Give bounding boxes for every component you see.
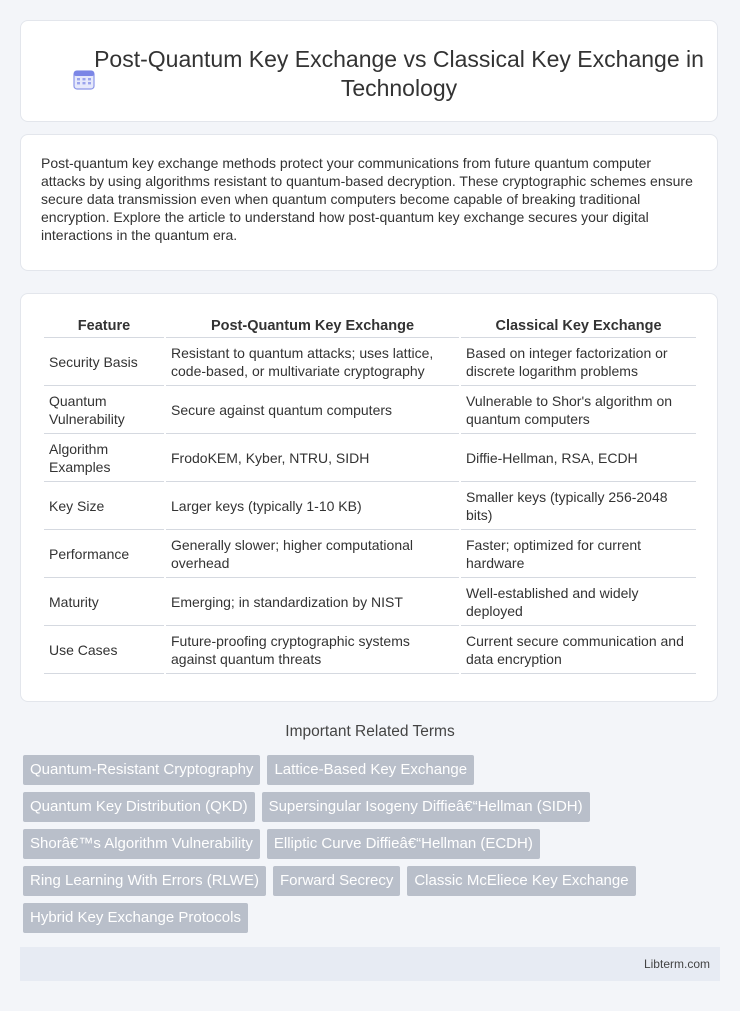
table-cell: Diffie-Hellman, RSA, ECDH — [461, 434, 696, 482]
table-cell: Future-proofing cryptographic systems against quantum threats — [166, 626, 459, 674]
related-term-tag[interactable]: Ring Learning With Errors (RLWE) — [23, 866, 266, 896]
related-term-tag[interactable]: Quantum-Resistant Cryptography — [23, 755, 260, 785]
column-header-feature: Feature — [44, 313, 164, 338]
column-header-post-quantum: Post-Quantum Key Exchange — [166, 313, 459, 338]
comparison-table — [42, 313, 698, 674]
table-cell: Algorithm Examples — [44, 434, 164, 482]
table-cell: Security Basis — [44, 338, 164, 386]
footer-site-link[interactable]: Libterm.com — [643, 957, 710, 971]
table-cell: Resistant to quantum attacks; uses lattice, code-based, or multivariate cryptography — [166, 338, 459, 386]
page-title: Post-Quantum Key Exchange vs Classical Key Exchange in Technology — [94, 46, 704, 101]
related-term-tag[interactable]: Forward Secrecy — [273, 866, 400, 896]
table-cell: Larger keys (typically 1-10 KB) — [166, 482, 459, 530]
table-cell: Generally slower; higher computational overhead — [166, 530, 459, 578]
table-row — [44, 578, 696, 626]
column-header-classical: Classical Key Exchange — [461, 313, 696, 338]
table-row — [44, 386, 696, 434]
related-term-tag[interactable]: Shorâ€™s Algorithm Vulnerability — [23, 829, 260, 859]
table-cell: Vulnerable to Shor's algorithm on quantum computers — [461, 386, 696, 434]
intro-card — [20, 134, 718, 271]
table-cell: Maturity — [44, 578, 164, 626]
header-card — [20, 20, 718, 122]
related-term-tag[interactable]: Quantum Key Distribution (QKD) — [23, 792, 255, 822]
related-term-tag[interactable]: Hybrid Key Exchange Protocols — [23, 903, 248, 933]
table-cell: Use Cases — [44, 626, 164, 674]
table-cell: Current secure communication and data encryption — [461, 626, 696, 674]
intro-paragraph: Post-quantum key exchange methods protect your communications from future quantum computer attacks by using algorithms resistant to quantum-based decryption. These cryptographic schemes ensure secure data transmission even when quantum computers become capable of breaking traditional encryption. Explore the article to understand how post-quantum key exchange secures your digital interactions in the quantum era. — [41, 155, 693, 243]
table-header-row — [44, 313, 696, 338]
table-row — [44, 626, 696, 674]
table-cell: Quantum Vulnerability — [44, 386, 164, 434]
table-cell: Well-established and widely deployed — [461, 578, 696, 626]
table-cell: Based on integer factorization or discrete logarithm problems — [461, 338, 696, 386]
table-cell: Performance — [44, 530, 164, 578]
related-term-tag[interactable]: Classic McEliece Key Exchange — [407, 866, 635, 896]
related-term-tag[interactable]: Supersingular Isogeny Diffieâ€“Hellman (SIDH) — [262, 792, 590, 822]
related-term-tag[interactable]: Elliptic Curve Diffieâ€“Hellman (ECDH) — [267, 829, 540, 859]
table-cell: Faster; optimized for current hardware — [461, 530, 696, 578]
table-cell: Key Size — [44, 482, 164, 530]
footer — [20, 947, 720, 981]
table-cell: Secure against quantum computers — [166, 386, 459, 434]
table-row — [44, 530, 696, 578]
table-row — [44, 338, 696, 386]
table-row — [44, 434, 696, 482]
table-cell: FrodoKEM, Kyber, NTRU, SIDH — [166, 434, 459, 482]
related-term-tag[interactable]: Lattice-Based Key Exchange — [267, 755, 474, 785]
related-terms-list — [23, 755, 703, 933]
table-cell: Smaller keys (typically 256-2048 bits) — [461, 482, 696, 530]
comparison-table-card — [20, 293, 718, 702]
table-cell: Emerging; in standardization by NIST — [166, 578, 459, 626]
table-row — [44, 482, 696, 530]
related-terms-heading: Important Related Terms — [285, 723, 455, 740]
